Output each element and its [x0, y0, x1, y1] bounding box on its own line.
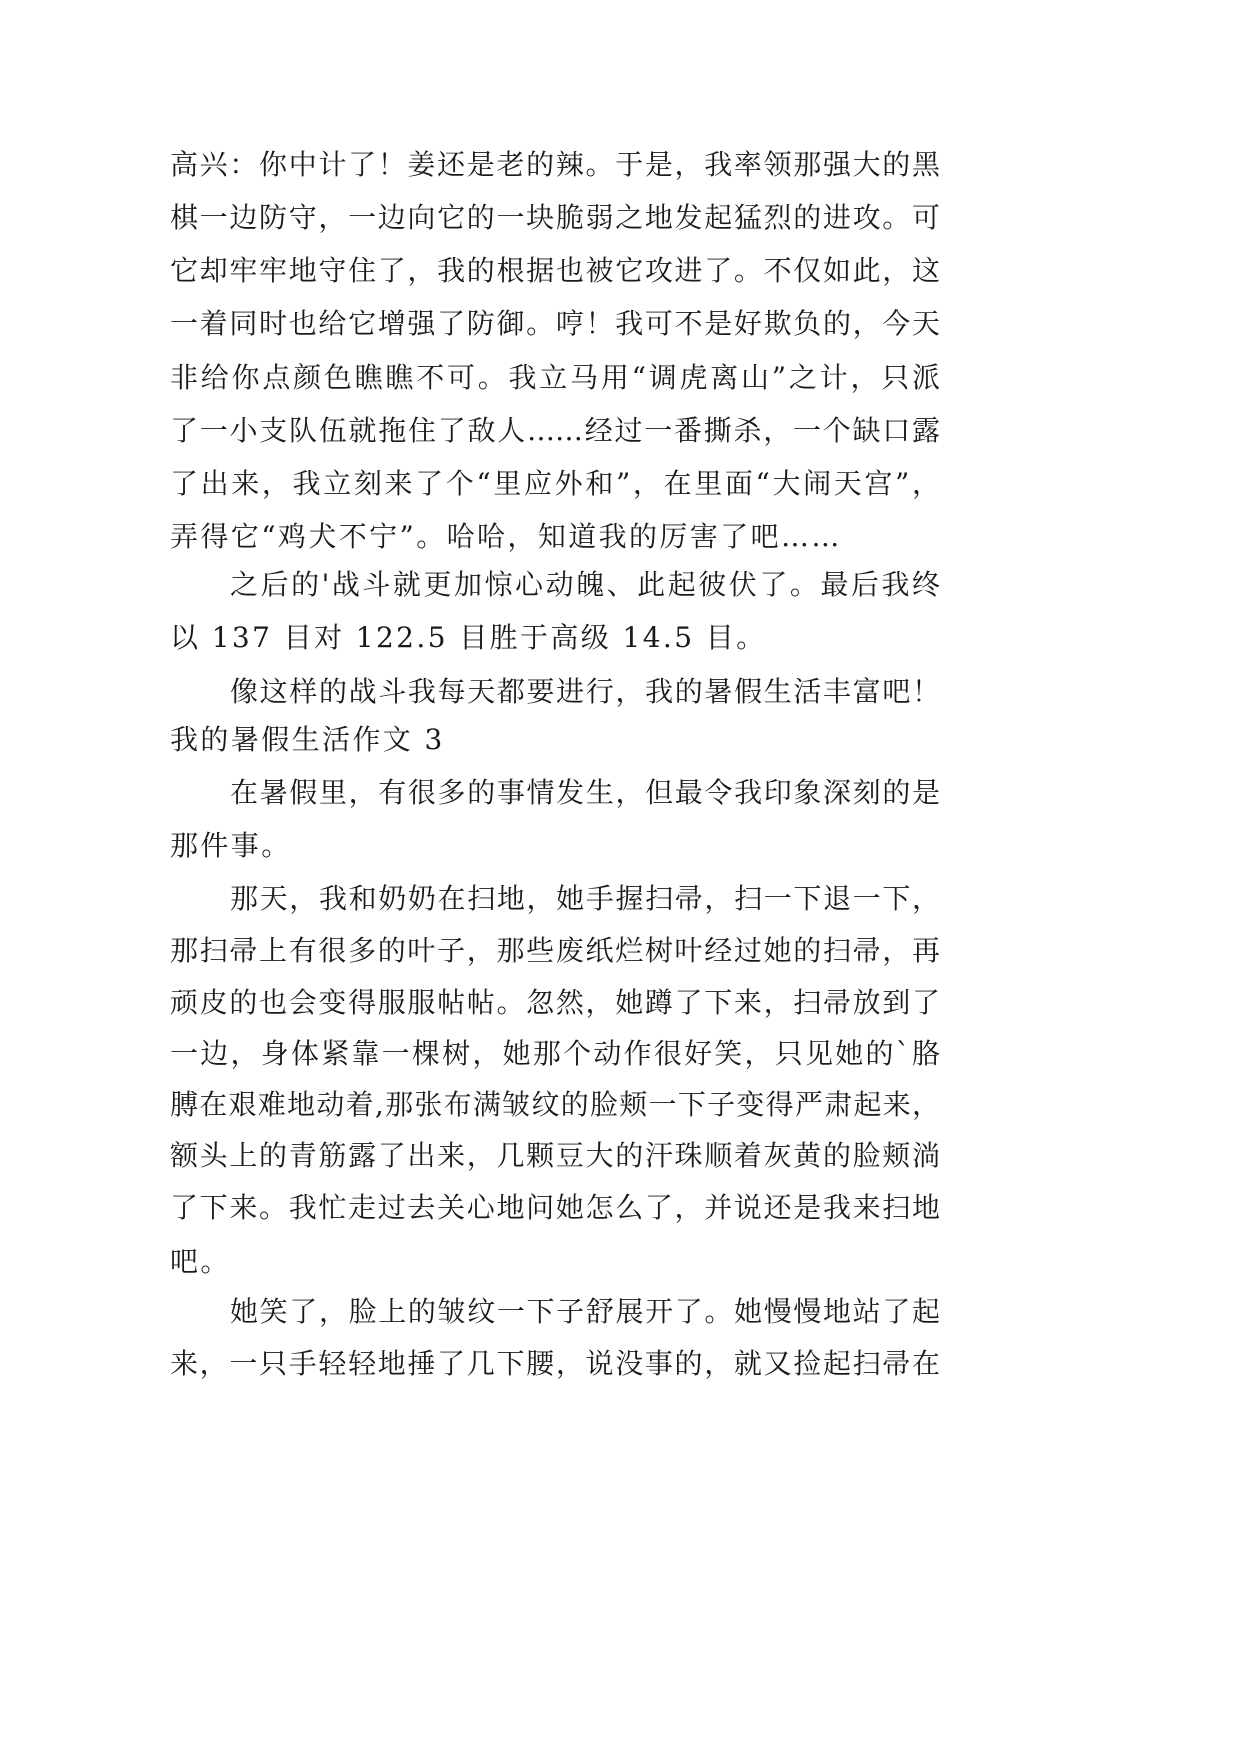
text-line: 一边，身体紧靠一棵树，她那个动作很好笑，只见她的`胳 [170, 1037, 940, 1070]
text-line: 之后的'战斗就更加惊心动魄、此起彼伏了。最后我终 [230, 568, 940, 601]
heading-text: 我的暑假生活作文 3 [170, 723, 445, 756]
text-line: 额头上的青筋露了出来，几颗豆大的汗珠顺着灰黄的脸颊淌 [170, 1139, 940, 1172]
text-line: 那扫帚上有很多的叶子，那些废纸烂树叶经过她的扫帚，再 [170, 934, 940, 967]
text-line: 高兴：你中计了！姜还是老的辣。于是，我率领那强大的黑 [170, 148, 940, 181]
text-line: 弄得它“鸡犬不宁”。哈哈，知道我的厉害了吧…… [170, 520, 842, 553]
text-line: 来，一只手轻轻地捶了几下腰，说没事的，就又捡起扫帚在 [170, 1347, 940, 1380]
text-line: 了一小支队伍就拖住了敌人……经过一番撕杀，一个缺口露 [170, 414, 940, 447]
text-line: 顽皮的也会变得服服帖帖。忽然，她蹲了下来，扫帚放到了 [170, 986, 940, 1019]
text-line: 它却牢牢地守住了，我的根据也被它攻进了。不仅如此，这 [170, 254, 940, 287]
text-line: 那天，我和奶奶在扫地，她手握扫帚，扫一下退一下， [230, 882, 940, 915]
text-line: 那件事。 [170, 829, 292, 862]
text-line: 了下来。我忙走过去关心地问她怎么了，并说还是我来扫地 [170, 1191, 940, 1224]
text-line: 非给你点颜色瞧瞧不可。我立马用“调虎离山”之计，只派 [170, 361, 940, 394]
text-line: 在暑假里，有很多的事情发生，但最令我印象深刻的是 [230, 776, 940, 809]
text-line: 膊在艰难地动着,那张布满皱纹的脸颊一下子变得严肃起来， [170, 1088, 940, 1121]
text-line: 一着同时也给它增强了防御。哼！我可不是好欺负的，今天 [170, 307, 940, 340]
text-line: 吧。 [170, 1245, 231, 1278]
text-line: 她笑了，脸上的皱纹一下子舒展开了。她慢慢地站了起 [230, 1295, 940, 1328]
text-line: 棋一边防守，一边向它的一块脆弱之地发起猛烈的进攻。可 [170, 201, 940, 234]
text-line: 像这样的战斗我每天都要进行，我的暑假生活丰富吧！ [230, 675, 940, 708]
text-line: 以 137 目对 122.5 目胜于高级 14.5 目。 [170, 621, 767, 654]
text-line: 了出来，我立刻来了个“里应外和”，在里面“大闹天宫”， [170, 467, 940, 500]
